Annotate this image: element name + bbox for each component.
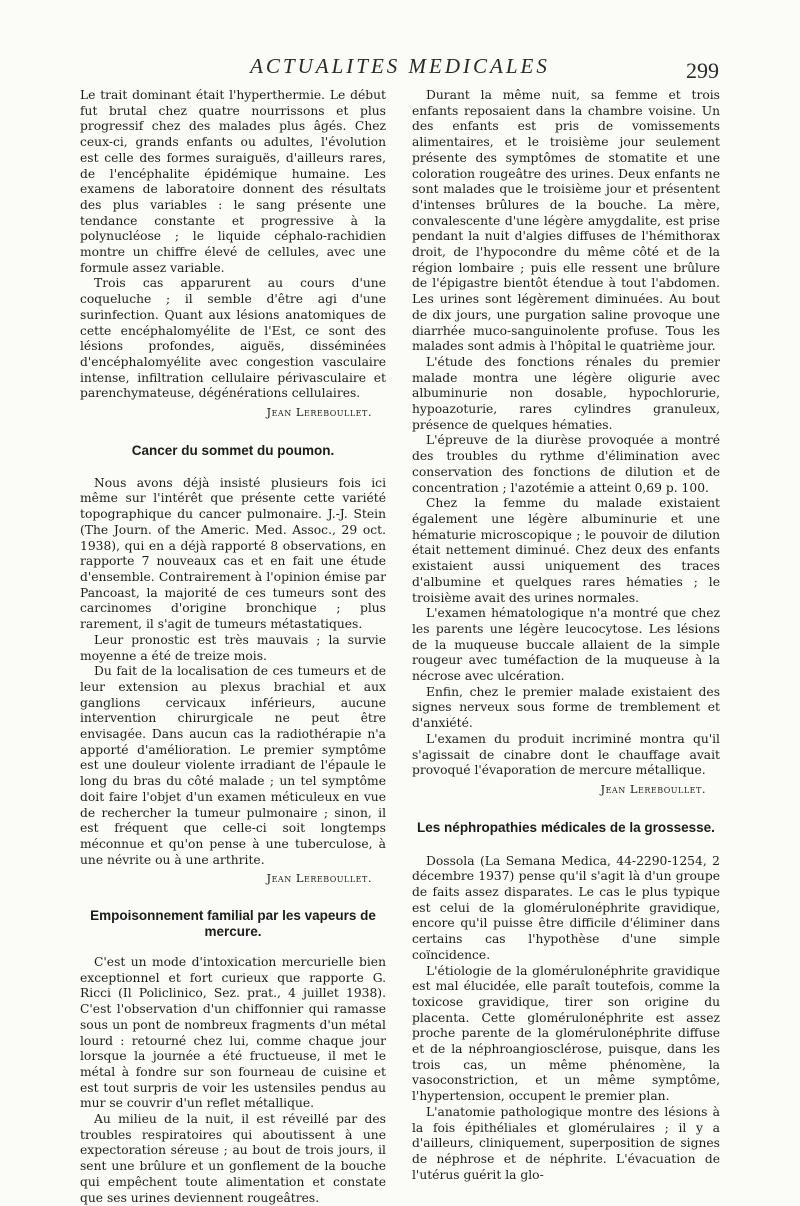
author-signature: Jean Lereboullet.	[266, 871, 372, 886]
paragraph: Au milieu de la nuit, il est réveillé par des troubles respiratoires qui aboutissent à une expectoration séreuse ; au bout de trois jours, il sent une brûlure et un gonflement de la bouche qui empêchent toute alimentation et constate que ses urines deviennent rougeâtres.	[80, 1112, 386, 1205]
author-signature: Jean Lereboullet.	[600, 781, 706, 796]
section-title: Empoisonnement familial par les vapeurs de mercure.	[90, 908, 376, 940]
right-column	[412, 88, 720, 1183]
running-title: ACTUALITES MEDICALES	[250, 54, 550, 78]
author-signature: Jean Lereboullet.	[266, 405, 372, 420]
paragraph: Chez la femme du malade existaient également une légère albuminurie et une hématurie microscopique ; le pouvoir de dilution était nettement diminué. Chez deux des enfants existaient aussi uniquement des traces d'albumine et quelques rares hématies ; le troisième avait des urines normales.	[412, 496, 720, 605]
paragraph: Dossola (La Semana Medica, 44-2290-1254, 2 décembre 1937) pense qu'il s'agit là d'un groupe de faits assez disparates. Le cas le plus typique est celui de la glomérulonéphrite gravidique, encore qu'il puisse être difficile d'éliminer dans certains cas l'hypothèse d'une simple coïncidence.	[412, 853, 720, 962]
paragraph: Leur pronostic est très mauvais ; la survie moyenne a été de treize mois.	[80, 632, 386, 663]
paragraph: Le trait dominant était l'hyperthermie. Le début fut brutal chez quatre nourrissons et plus progressif chez des malades plus âgés. Chez ceux-ci, grands enfants ou adultes, l'évolution est celle des formes suraiguës, d'ailleurs rares, de l'encéphalite épidémique humaine. Les examens de laboratoire donnent des résultats des plus variables : le sang présente une tendance constante et progressive à la polynucléose ; le liquide céphalo-rachidien montre un chiffre élevé de cellules, avec une formule assez variable.	[80, 88, 386, 275]
page-number: 299	[686, 58, 719, 83]
paragraph: L'examen hématologique n'a montré que chez les parents une légère leucocytose. Les lésions de la muqueuse buccale allaient de la simple rougeur avec tuméfaction de la muqueuse à la nécrose avec ulcération.	[412, 606, 720, 684]
paragraph: L'examen du produit incriminé montra qu'il s'agissait de cinabre dont le chauffage avait provoqué l'évaporation de mercure métallique.	[412, 731, 720, 778]
paragraph: Nous avons déjà insisté plusieurs fois ici même sur l'intérêt que présente cette variété topographique du cancer pulmonaire. J.-J. Stein (The Journ. of the Americ. Med. Assoc., 29 oct. 1938), qui en a déjà rapporté 8 observations, en rapporte 7 nouveaux cas et en fait une étude d'ensemble. Contrairement à l'opinion émise par Pancoast, la majorité de ces tumeurs sont des carcinomes d'origine bronchique ; plus rarement, il s'agit de tumeurs métastatiques.	[80, 475, 386, 632]
paragraph: Du fait de la localisation de ces tumeurs et de leur extension au plexus brachial et aux ganglions cervicaux inférieurs, aucune intervention chirurgicale ne peut être envisagée. Dans aucun cas la radiothérapie n'a apporté d'amélioration. Le premier symptôme est une douleur violente irradiant de l'épaule le long du bras du côté malade ; un tel symptôme doit faire l'objet d'un examen méticuleux en vue de rechercher la tumeur pulmonaire ; sinon, il est fréquent que celle-ci soit longtemps méconnue et qu'on pense à une tuberculose, à une névrite ou à une arthrite.	[80, 664, 386, 867]
paragraph: L'anatomie pathologique montre des lésions à la fois épithéliales et glomérulaires ; il y a d'ailleurs, cliniquement, superposition de signes de néphrose et de néphrite. L'évacuation de l'utérus guérit la glo-	[412, 1104, 720, 1182]
paragraph: C'est un mode d'intoxication mercurielle bien exceptionnel et fort curieux que rapporte G. Ricci (Il Policlinico, Sez. prat., 4 juillet 1938). C'est l'observation d'un chiffonnier qui ramasse sous un pont de nombreux fragments d'un métal lourd : retourné chez lui, comme chaque jour lorsque la journée a été fructueuse, il met le métal à fondre sur son fourneau de cuisine et est tout surpris de voir les ustensiles pendus au mur se couvrir d'un reflet métallique.	[80, 955, 386, 1111]
paragraph: Enfin, chez le premier malade existaient des signes nerveux sous forme de tremblement et d'anxiété.	[412, 684, 720, 731]
section-title: Les néphropathies médicales de la grossesse.	[417, 819, 715, 835]
paragraph: L'étude des fonctions rénales du premier malade montra une légère oligurie avec albuminurie non dosable, hypochlorurie, hypoazoturie, rares cylindres granuleux, présence de quelques hématies.	[412, 354, 720, 432]
paragraph: Durant la même nuit, sa femme et trois enfants reposaient dans la chambre voisine. Un des enfants est pris de vomissements alimentaires, et le troisième jour seulement présente des symptômes de stomatite et une coloration rougeâtre des urines. Deux enfants ne sont malades que le troisième jour et présentent d'intenses brûlures de la bouche. La mère, convalescente d'une légère amygdalite, est prise pendant la nuit d'algies diffuses de l'hémithorax droit, de l'hypocondre du même côté et de la région lombaire ; puis elle ressent une brûlure de l'épigastre bientôt étendue à tout l'abdomen. Les urines sont légèrement diminuées. Au bout de dix jours, une purgation saline provoque une diarrhée muco-sanguinolente profuse. Tous les malades sont admis à l'hôpital le quatrième jour.	[412, 88, 720, 354]
section-title: Cancer du sommet du poumon.	[131, 442, 335, 458]
paragraph: Trois cas apparurent au cours d'une coqueluche ; il semble d'être agi d'une surinfection. Quant aux lésions anatomiques de cette encéphalomyélite de l'Est, ce sont des lésions profondes, aiguës, disséminées d'encéphalomyélite avec congestion vasculaire intense, infiltration cellulaire périvasculaire et parenchymateuse, dégénérations cellulaires.	[80, 276, 386, 401]
paragraph: L'épreuve de la diurèse provoquée a montré des troubles du rythme d'élimination avec conservation des fonctions de dilution et de concentration ; l'azotémie a atteint 0,69 p. 100.	[412, 433, 720, 495]
paragraph: L'étiologie de la glomérulonéphrite gravidique est mal élucidée, elle paraît toutefois, comme la toxicose gravidique, tirer son origine du placenta. Cette glomérulonéphrite est assez proche parente de la glomérulonéphrite diffuse et de la néphroangiosclérose, puisque, dans les trois cas, un même phénomène, la vasoconstriction, et un même symptôme, l'hypertension, occupent le premier plan.	[412, 963, 720, 1104]
left-column	[80, 88, 386, 1206]
